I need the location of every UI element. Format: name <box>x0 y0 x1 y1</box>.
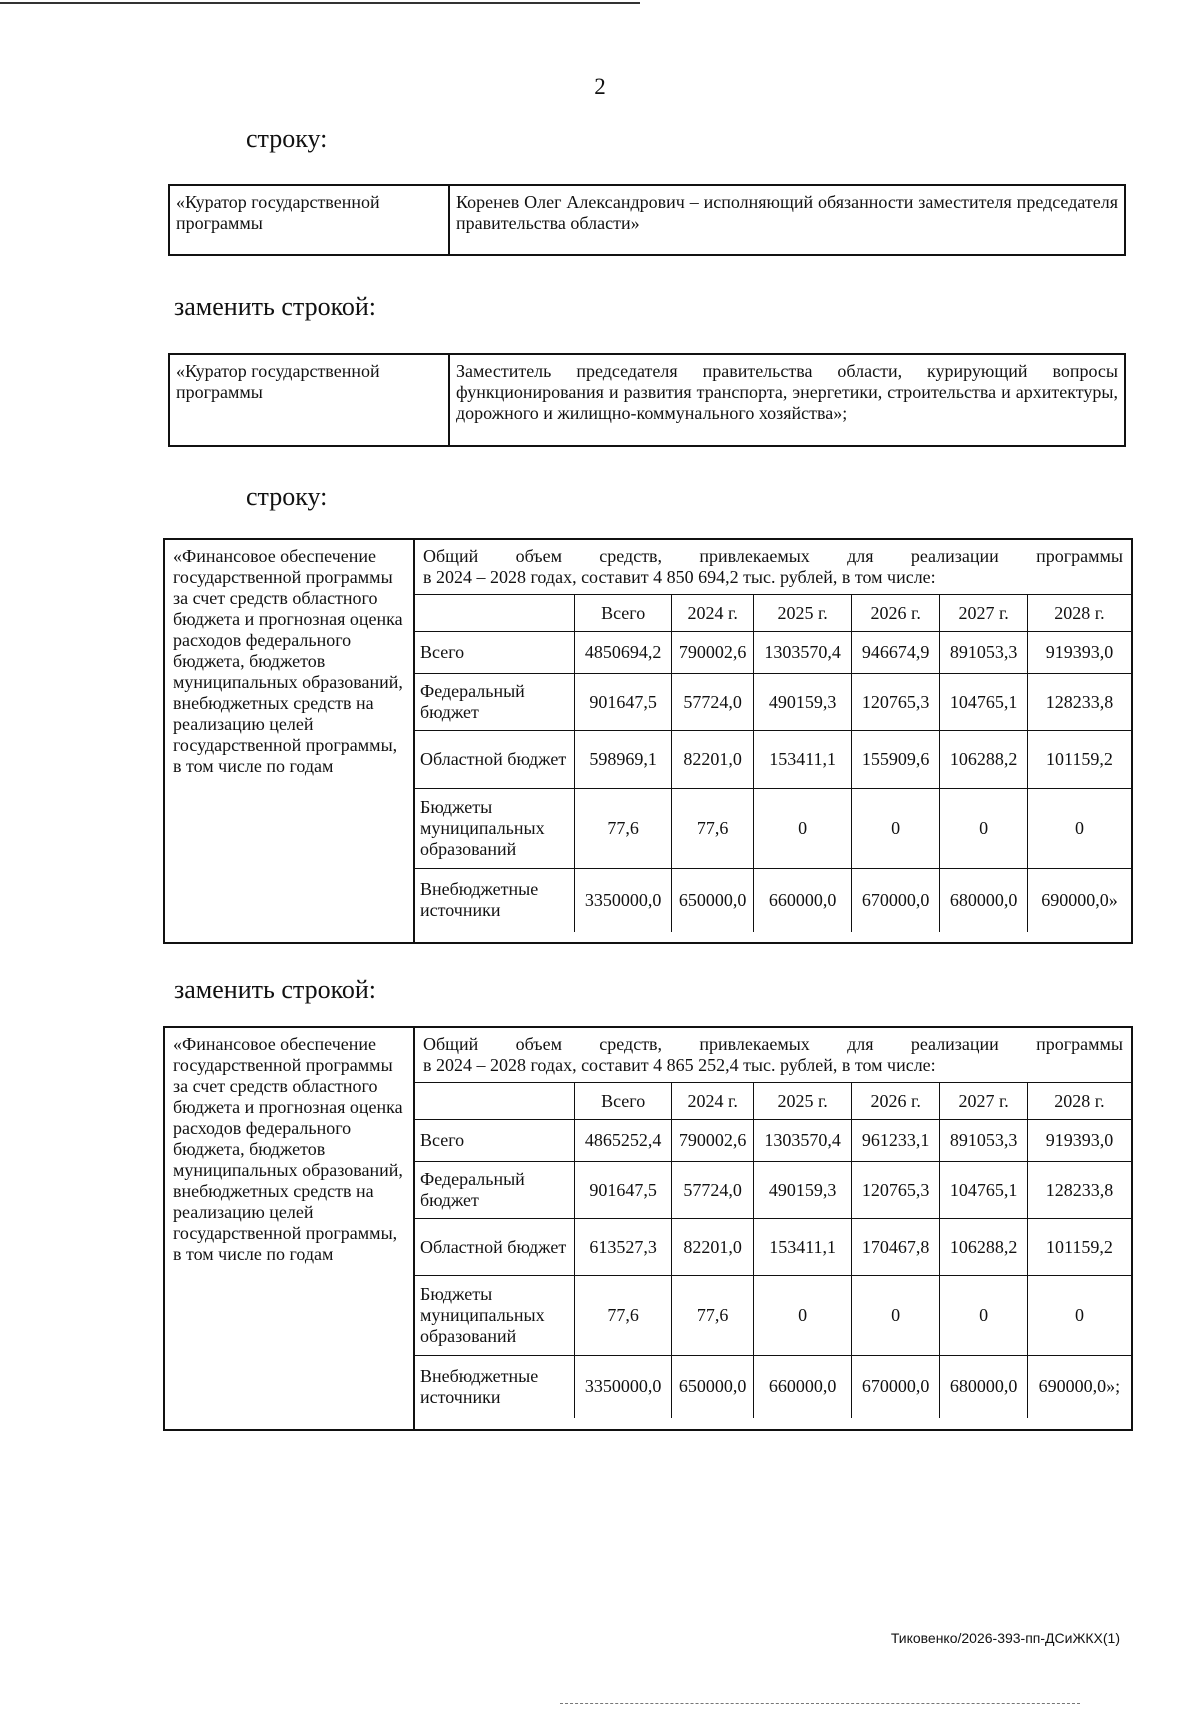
header-cell: 2025 г. <box>754 1083 852 1120</box>
table-cell: 0 <box>940 1276 1027 1356</box>
table-row <box>415 632 1131 674</box>
table-cell: 104765,1 <box>940 674 1027 731</box>
table-cell: 680000,0 <box>940 1356 1027 1418</box>
scan-edge-line <box>0 2 640 4</box>
section-label-replace-finance: заменить строкой: <box>174 975 377 1004</box>
table-cell: 120765,3 <box>851 674 939 731</box>
table-cell: 670000,0 <box>851 1356 939 1418</box>
table-cell: 670000,0 <box>851 869 939 932</box>
table-cell: 0 <box>754 789 852 869</box>
table-cell: 598969,1 <box>575 731 672 789</box>
table-cell: 790002,6 <box>671 1120 753 1162</box>
row-label: Внебюджетные источники <box>415 1356 575 1418</box>
table-cell: 690000,0» <box>1027 869 1131 932</box>
table-cell: 613527,3 <box>575 1219 672 1276</box>
table-cell: 891053,3 <box>940 1120 1027 1162</box>
table-cell: 128233,8 <box>1027 674 1131 731</box>
finance-old-intro-line1: Общий объем средств, привлекаемых для реализации программы <box>423 546 1123 566</box>
table-cell: 153411,1 <box>754 1219 852 1276</box>
table-row <box>415 1356 1131 1418</box>
scan-edge-line <box>560 1703 1080 1705</box>
row-label: Областной бюджет <box>415 731 575 789</box>
header-cell: Всего <box>575 595 672 632</box>
finance-new-table <box>163 1026 1133 1431</box>
table-cell: 106288,2 <box>940 1219 1027 1276</box>
table-header-row <box>415 1083 1131 1120</box>
table-cell: 1303570,4 <box>754 1120 852 1162</box>
table-cell: 57724,0 <box>671 1162 753 1219</box>
document-registration-code: Тиковенко/2026-393-пп-ДСиЖКХ(1) <box>890 1630 1120 1646</box>
table-cell: 82201,0 <box>671 1219 753 1276</box>
table-cell: 790002,6 <box>671 632 753 674</box>
table-cell: 919393,0 <box>1027 632 1131 674</box>
table-cell: 153411,1 <box>754 731 852 789</box>
table-cell: 0 <box>851 789 939 869</box>
header-cell: 2024 г. <box>671 1083 753 1120</box>
table-header-row <box>415 595 1131 632</box>
table-cell: 77,6 <box>575 789 672 869</box>
header-cell: 2028 г. <box>1027 1083 1131 1120</box>
curator-new-table <box>168 353 1126 447</box>
table-cell: 4865252,4 <box>575 1120 672 1162</box>
header-cell: 2027 г. <box>940 1083 1027 1120</box>
table-cell: 0 <box>1027 789 1131 869</box>
header-cell: 2027 г. <box>940 595 1027 632</box>
table-cell: 104765,1 <box>940 1162 1027 1219</box>
header-cell: 2025 г. <box>754 595 852 632</box>
finance-new-content <box>414 1027 1132 1430</box>
finance-new-label: «Финансовое обеспечение государственной программы за счет средств областного бюджета и прогнозная оценка расходов федерального бюджета, бюджетов муниципальных образований, внебюджетных средств на реализацию целей государственной программы, в том числе по годам <box>164 1027 414 1430</box>
finance-old-breakdown <box>415 594 1131 932</box>
row-label: Всего <box>415 632 575 674</box>
header-cell: Всего <box>575 1083 672 1120</box>
row-label: Всего <box>415 1120 575 1162</box>
finance-old-intro <box>415 540 1131 594</box>
finance-new-breakdown <box>415 1082 1131 1418</box>
table-cell: 57724,0 <box>671 674 753 731</box>
table-cell: 4850694,2 <box>575 632 672 674</box>
table-row <box>415 1120 1131 1162</box>
curator-old-table <box>168 184 1126 256</box>
table-cell: 490159,3 <box>754 674 852 731</box>
header-cell <box>415 595 575 632</box>
section-label-row-old-finance: строку: <box>246 482 328 511</box>
table-cell: 128233,8 <box>1027 1162 1131 1219</box>
table-cell: 0 <box>940 789 1027 869</box>
table-cell: 490159,3 <box>754 1162 852 1219</box>
table-cell: 77,6 <box>575 1276 672 1356</box>
row-label: Федеральный бюджет <box>415 674 575 731</box>
finance-new-intro <box>415 1028 1131 1082</box>
row-label: Бюджеты муниципальных образований <box>415 789 575 869</box>
table-cell: 891053,3 <box>940 632 1027 674</box>
table-cell: 0 <box>1027 1276 1131 1356</box>
table-row <box>415 789 1131 869</box>
table-row <box>415 731 1131 789</box>
table-cell: 919393,0 <box>1027 1120 1131 1162</box>
table-cell: 690000,0»; <box>1027 1356 1131 1418</box>
table-cell: 0 <box>754 1276 852 1356</box>
table-cell: 155909,6 <box>851 731 939 789</box>
page-number: 2 <box>594 74 606 99</box>
table-cell: 106288,2 <box>940 731 1027 789</box>
finance-old-table <box>163 538 1133 944</box>
table-cell: 3350000,0 <box>575 869 672 932</box>
row-label: Областной бюджет <box>415 1219 575 1276</box>
table-row <box>415 1276 1131 1356</box>
table-cell: 660000,0 <box>754 869 852 932</box>
table-cell: 946674,9 <box>851 632 939 674</box>
table-row <box>415 1219 1131 1276</box>
row-label: Федеральный бюджет <box>415 1162 575 1219</box>
table-cell: 101159,2 <box>1027 731 1131 789</box>
curator-new-label: «Куратор государственной программы <box>169 354 449 446</box>
row-label: Бюджеты муниципальных образований <box>415 1276 575 1356</box>
finance-new-intro-line2: в 2024 – 2028 годах, составит 4 865 252,4 тыс. рублей, в том числе: <box>423 1055 936 1075</box>
row-label: Внебюджетные источники <box>415 869 575 932</box>
header-cell <box>415 1083 575 1120</box>
finance-new-intro-line1: Общий объем средств, привлекаемых для реализации программы <box>423 1034 1123 1054</box>
table-cell: 680000,0 <box>940 869 1027 932</box>
curator-old-value: Коренев Олег Александрович – исполняющий обязанности заместителя председателя правительства области» <box>449 185 1125 255</box>
table-cell: 650000,0 <box>671 1356 753 1418</box>
header-cell: 2024 г. <box>671 595 753 632</box>
finance-old-intro-line2: в 2024 – 2028 годах, составит 4 850 694,2 тыс. рублей, в том числе: <box>423 567 936 587</box>
section-label-row-old-curator: строку: <box>246 124 328 153</box>
curator-old-label: «Куратор государственной программы <box>169 185 449 255</box>
curator-new-value: Заместитель председателя правительства области, курирующий вопросы функционирования и развития транспорта, энергетики, строительства и архитектуры, дорожного и жилищно-коммунального хозяйства»; <box>449 354 1125 446</box>
table-row <box>415 674 1131 731</box>
table-cell: 650000,0 <box>671 869 753 932</box>
table-cell: 82201,0 <box>671 731 753 789</box>
table-row <box>415 869 1131 932</box>
table-cell: 77,6 <box>671 789 753 869</box>
header-cell: 2028 г. <box>1027 595 1131 632</box>
table-cell: 0 <box>851 1276 939 1356</box>
table-cell: 77,6 <box>671 1276 753 1356</box>
table-cell: 1303570,4 <box>754 632 852 674</box>
table-cell: 3350000,0 <box>575 1356 672 1418</box>
table-cell: 170467,8 <box>851 1219 939 1276</box>
table-cell: 120765,3 <box>851 1162 939 1219</box>
finance-old-content <box>414 539 1132 943</box>
section-label-replace-curator: заменить строкой: <box>174 292 377 321</box>
header-cell: 2026 г. <box>851 1083 939 1120</box>
table-cell: 961233,1 <box>851 1120 939 1162</box>
table-cell: 660000,0 <box>754 1356 852 1418</box>
table-cell: 101159,2 <box>1027 1219 1131 1276</box>
table-cell: 901647,5 <box>575 1162 672 1219</box>
table-cell: 901647,5 <box>575 674 672 731</box>
header-cell: 2026 г. <box>851 595 939 632</box>
table-row <box>415 1162 1131 1219</box>
finance-old-label: «Финансовое обеспечение государственной программы за счет средств областного бюджета и прогнозная оценка расходов федерального бюджета, бюджетов муниципальных образований, внебюджетных средств на реализацию целей государственной программы, в том числе по годам <box>164 539 414 943</box>
